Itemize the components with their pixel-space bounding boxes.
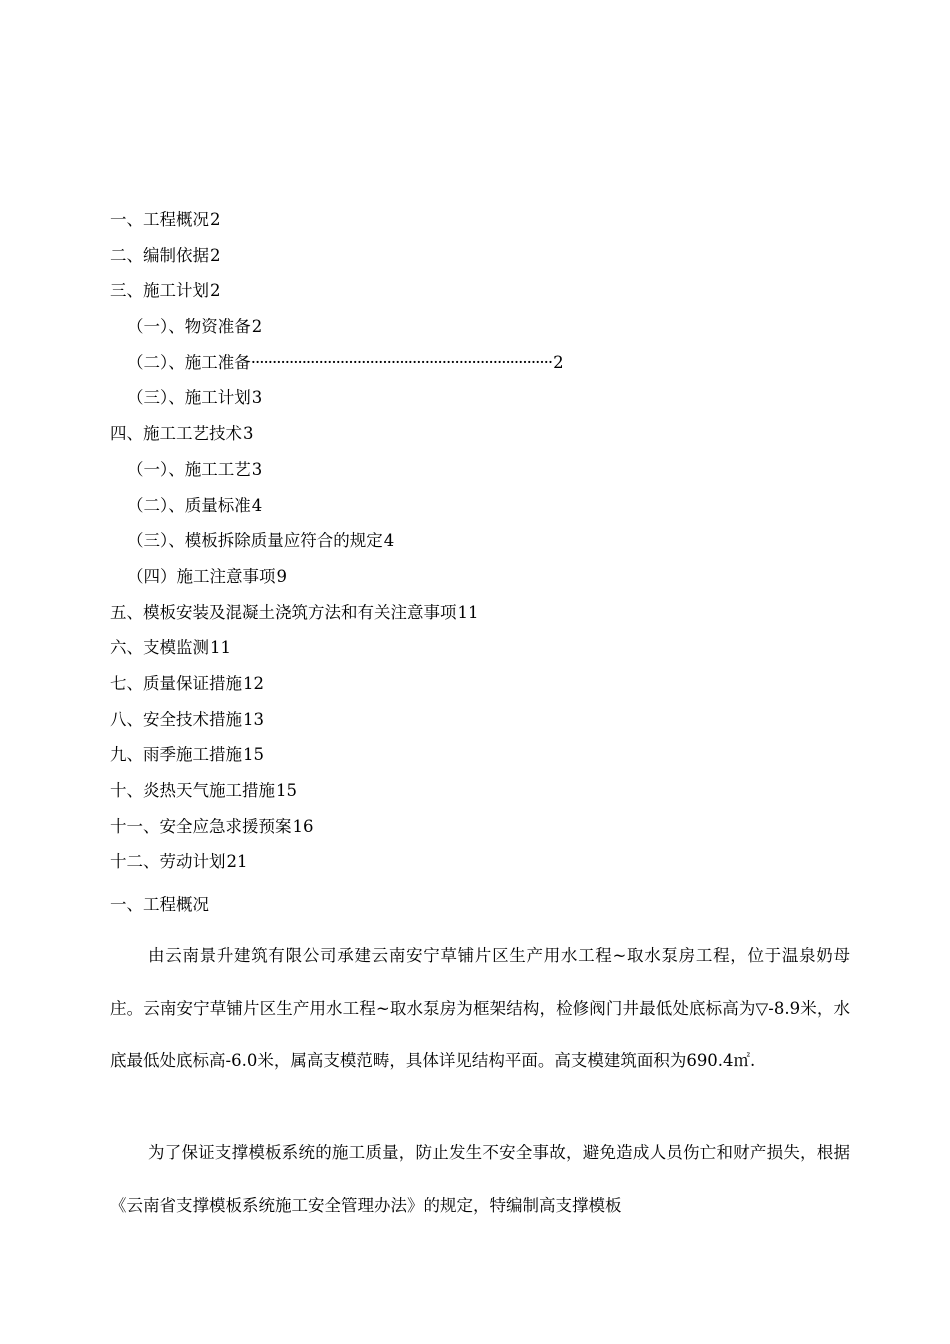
toc-item-label: （一）、物资准备 (127, 317, 251, 337)
toc-item[interactable] (110, 420, 810, 456)
toc-item-label: 十一、安全应急求援预案 (110, 816, 292, 836)
toc-item-label: 六、支模监测 (110, 638, 209, 658)
toc-item-page: 13 (243, 709, 264, 729)
body-paragraph: 为了保证支撑模板系统的施工质量，防止发生不安全事故，避免造成人员伤亡和财产损失，根据《云南省支撑模板系统施工安全管理办法》的规定，特编制高支撑模板 (110, 1143, 850, 1215)
toc-item-page: 16 (292, 816, 314, 836)
toc-item[interactable] (110, 777, 810, 813)
toc-item-page: 11 (210, 638, 231, 658)
toc-item-label: （四）施工注意事项 (127, 566, 276, 586)
toc-item[interactable] (110, 634, 810, 670)
toc-item-leader-dots: ······································································· (250, 352, 553, 372)
toc-item-page: 2 (210, 281, 221, 301)
toc-item-page: 11 (457, 602, 479, 622)
section-heading: 一、工程概况 (110, 895, 209, 914)
toc-item[interactable] (110, 599, 810, 635)
toc-item-label: 七、质量保证措施 (110, 673, 242, 693)
toc-item-page: 2 (210, 210, 221, 229)
toc-item-label: （三）、施工计划 (127, 388, 251, 408)
toc-item-label: 四、施工工艺技术 (110, 424, 242, 444)
toc-item-page: 4 (251, 495, 263, 515)
toc-item[interactable] (110, 527, 810, 563)
toc-item[interactable] (110, 741, 810, 777)
table-of-contents (110, 206, 810, 884)
toc-item[interactable] (110, 706, 810, 742)
toc-item[interactable] (110, 848, 810, 884)
toc-item[interactable] (110, 492, 810, 528)
toc-item-page: 2 (553, 352, 564, 372)
toc-item-page: 9 (276, 566, 287, 586)
toc-item[interactable] (110, 670, 810, 706)
toc-item-label: 五、模板安装及混凝土浇筑方法和有关注意事项 (110, 602, 457, 622)
toc-item-page: 3 (251, 459, 263, 479)
toc-item-label: 九、雨季施工措施 (110, 745, 242, 765)
toc-item-page: 15 (276, 781, 297, 800)
toc-item-page: 12 (243, 673, 264, 693)
toc-item-page: 4 (383, 531, 395, 551)
toc-item-label: 三、施工计划 (110, 281, 209, 301)
toc-item-label: 十、炎热天气施工措施 (110, 781, 275, 800)
toc-item[interactable] (110, 456, 810, 492)
toc-item-label: （二）、质量标准 (127, 495, 251, 515)
toc-item-label: 八、安全技术措施 (110, 709, 242, 729)
toc-item[interactable] (110, 349, 810, 385)
toc-item-page: 21 (226, 852, 248, 872)
toc-item-label: （二）、施工准备 (127, 352, 251, 372)
toc-item[interactable] (110, 563, 810, 599)
toc-item[interactable] (110, 206, 810, 242)
toc-item-page: 2 (210, 245, 221, 265)
toc-item[interactable] (110, 813, 810, 849)
toc-item-label: 十二、劳动计划 (110, 852, 226, 872)
toc-item-label: （三）、模板拆除质量应符合的规定 (127, 531, 383, 551)
toc-item-label: （一）、施工工艺 (127, 459, 251, 479)
toc-item-page: 15 (243, 745, 264, 765)
toc-item-page: 2 (251, 317, 263, 337)
toc-item-label: 二、编制依据 (110, 245, 209, 265)
toc-item[interactable] (110, 384, 810, 420)
toc-item[interactable] (110, 277, 810, 313)
body-paragraph: 由云南景升建筑有限公司承建云南安宁草铺片区生产用水工程~取水泵房工程，位于温泉奶母庄。云南安宁草铺片区生产用水工程~取水泵房为框架结构，检修阀门井最低处底标高为▽-8.9米，水底最低处底标高-6.0米，属高支模范畴，具体详见结构平面。高支模建筑面积为690.4㎡. (110, 946, 850, 1070)
toc-item-page: 3 (243, 424, 254, 444)
toc-item-label: 一、工程概况 (110, 210, 209, 229)
toc-item-page: 3 (251, 388, 263, 408)
toc-item[interactable] (110, 242, 810, 278)
toc-item[interactable] (110, 313, 810, 349)
